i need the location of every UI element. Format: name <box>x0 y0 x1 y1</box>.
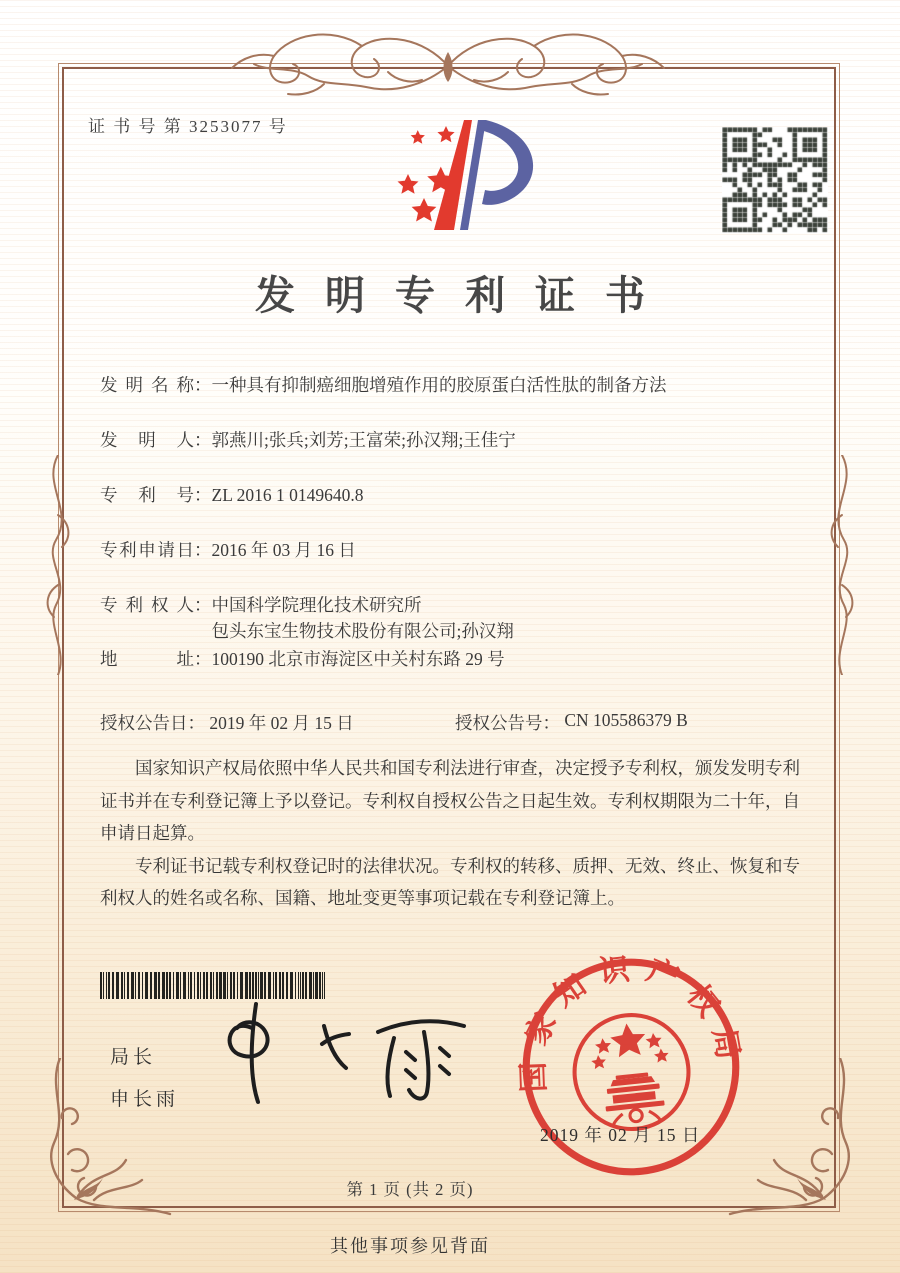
footer-note: 其他事项参见背面 <box>330 1236 490 1256</box>
grant-date-group <box>100 710 455 735</box>
director-signature-icon <box>218 998 468 1110</box>
field-label: 发明名称 <box>100 375 194 395</box>
field-colon: ： <box>194 540 212 560</box>
legal-text <box>100 752 812 915</box>
grant-number-group <box>455 710 688 735</box>
legal-paragraph-2: 专利证书记载专利权登记时的法律状况。专利权的转移、质押、无效、终止、恢复和专利权人的姓名或名称、国籍、地址变更等事项记载在专利登记簿上。 <box>100 855 800 908</box>
field-colon: ： <box>542 713 560 733</box>
field-patentee <box>100 592 816 644</box>
grant-row <box>100 710 816 735</box>
field-inventors <box>100 427 816 453</box>
seal-date: 2019 年 02 月 15 日 <box>540 1125 701 1145</box>
director-title: 局长 <box>110 1047 157 1068</box>
field-invention-name <box>100 372 816 398</box>
field-label: 发明人 <box>100 430 194 450</box>
field-value: ZL 2016 1 0149640.8 <box>211 485 364 505</box>
certificate-number: 证 书 号 第 3253077 号 <box>88 117 288 136</box>
field-colon: ： <box>194 375 212 395</box>
patentee-line-2: 包头东宝生物技术股份有限公司;孙汉翔 <box>211 621 514 641</box>
field-colon: ： <box>187 713 205 733</box>
cnipa-logo-icon <box>388 114 540 236</box>
field-label: 地址 <box>100 649 194 669</box>
field-value: 2016 年 03 月 16 日 <box>211 540 356 560</box>
barcode-icon <box>100 972 332 999</box>
grant-number-label: 授权公告号 <box>455 713 543 733</box>
page-number: 第 1 页 (共 2 页) <box>346 1180 474 1199</box>
field-value <box>212 592 817 644</box>
left-edge-ornament <box>34 455 82 675</box>
field-colon: ： <box>194 595 212 615</box>
field-patent-number <box>100 482 816 508</box>
svg-text:国家知识产权局 <box>504 941 748 1095</box>
grant-date-value: 2019 年 02 月 15 日 <box>209 713 354 733</box>
field-address <box>100 646 816 672</box>
legal-paragraph-1: 国家知识产权局依照中华人民共和国专利法进行审查，决定授予专利权，颁发发明专利证书并在专利登记簿上予以登记。专利权自授权公告之日起生效。专利权期限为二十年，自申请日起算。 <box>100 758 800 843</box>
field-list <box>100 372 816 672</box>
certificate-title: 发明专利证书 <box>255 273 675 318</box>
director-name: 申长雨 <box>110 1089 180 1110</box>
field-label: 专利权人 <box>100 595 194 615</box>
seal-text: 国家知识产权局 <box>515 950 748 1093</box>
official-seal-icon <box>500 936 762 1198</box>
field-label: 专利号 <box>100 485 194 505</box>
national-emblem <box>569 1009 694 1134</box>
field-application-date <box>100 537 816 563</box>
field-value: 郭燕川;张兵;刘芳;王富荣;孙汉翔;王佳宁 <box>211 430 516 450</box>
right-edge-ornament <box>818 455 866 675</box>
field-colon: ： <box>194 485 212 505</box>
field-colon: ： <box>194 430 212 450</box>
field-value: 一种具有抑制癌细胞增殖作用的胶原蛋白活性肽的制备方法 <box>211 375 667 395</box>
grant-number-value: CN 105586379 B <box>564 710 688 730</box>
field-label: 专利申请日 <box>100 540 194 560</box>
qr-code-icon <box>722 127 828 233</box>
top-flourish-ornament <box>228 26 668 100</box>
grant-date-label: 授权公告日 <box>100 713 188 733</box>
field-value: 100190 北京市海淀区中关村东路 29 号 <box>211 649 505 669</box>
field-colon: ： <box>194 649 212 669</box>
patentee-line-1: 中国科学院理化技术研究所 <box>211 595 422 615</box>
